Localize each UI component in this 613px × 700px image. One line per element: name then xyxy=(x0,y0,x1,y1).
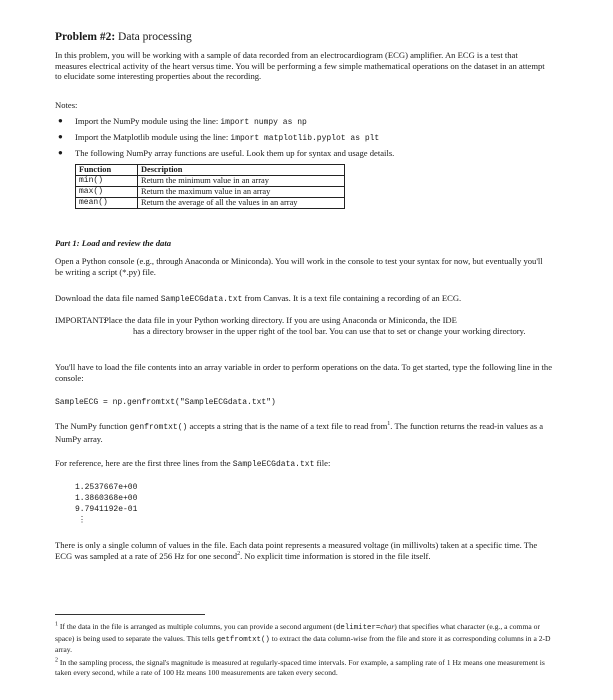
load-paragraph: You'll have to load the file contents into an array variable in order to perform operations on the data. To get started, type the following line in the console: xyxy=(55,362,553,383)
footnote-divider xyxy=(55,614,205,615)
page-title: Problem #2: Data processing xyxy=(55,31,192,43)
list-item: 9.7941192e-01 xyxy=(75,505,138,514)
data-sample xyxy=(75,482,137,526)
table-row xyxy=(76,198,345,209)
function-table xyxy=(75,164,345,209)
table-cell: Return the average of all the values in an array xyxy=(138,198,345,209)
table-cell: max() xyxy=(76,187,138,198)
footnote-1: $^1$ If the data in the file is arranged as multiple columns, you can provide a second argument (delimiter=char) that specifies what character (e.g., a comma or space) is being used to separate the values. This tells getfromtxt() to extract the data column-wise from the file and store it as corresponding columns in a 2-D array. xyxy=(55,621,551,655)
table-header: Function xyxy=(76,165,138,176)
important-text: has a directory browser in the upper right of the tool bar. You can use that to set or change your working directory. xyxy=(133,325,526,336)
ellipsis-icon: ⋮ xyxy=(78,516,86,525)
section-heading: Part 1: Load and review the data xyxy=(55,238,172,248)
important-label: IMPORTANT: xyxy=(55,315,106,325)
table-row xyxy=(76,176,345,187)
table-cell: Return the maximum value in an array xyxy=(138,187,345,198)
console-paragraph: Open a Python console (e.g., through Anaconda or Miniconda). You will work in the console to test your syntax for now, but eventually you'll be writing a script (*.py) file. xyxy=(55,256,543,277)
table-header: Description xyxy=(138,165,345,176)
intro-paragraph: In this problem, you will be working with a sample of data recorded from an electrocardiogram (ECG) amplifier. An ECG is a test that measures electrical activity of the heart versus time. You will be performing a few simple mathematical operations on the dataset in an attempt to elucidate some interesting properties about the recording. xyxy=(55,50,545,82)
notes-label: Notes: xyxy=(55,100,78,110)
table-cell: mean() xyxy=(76,198,138,209)
genfromtxt-paragraph: The NumPy function genfromtxt() accepts a string that is the name of a text file to read from$^1$. The function returns the read-in values as a NumPy array. xyxy=(55,421,544,444)
table-header-row xyxy=(76,165,345,176)
important-line: Place the data file in your Python working directory. If you are using Anaconda or Miniconda, the IDE xyxy=(104,315,457,325)
table-cell: Return the minimum value in an array xyxy=(138,176,345,187)
list-item: 1.2537667e+00 xyxy=(75,483,138,492)
document-page: Problem #2: Data processing In this problem, you will be working with a sample of data recorded from an electrocardiogram (ECG) amplifier. An ECG is a test that measures electrical activity of the heart versus time. You will be performing a few simple mathematical operations on the dataset in an attempt to elucidate some interesting properties about the recording. Notes: ● Import the NumPy module using the line: import numpy as np ● Import the Matplotlib module using the line: import matplotlib.pyplot as plt ● The following NumPy array functions are useful. Look them up for syntax and usage details. Function Description min() Return the minimum value in an array max() Return the maximum value in an array mean() Return the average of all the values in an array Part 1: Load and review the data Open a Python console (e.g., through Anaconda or Miniconda). You will work in the console to test your syntax for now, but eventually you'll be writing a script (*.py) file. Download the data file named SampleECGdata.txt from Canvas. It is a text file containing a recording of an ECG. IMPORTANT: Place the data file in your Python working directory. If you are using Anaconda or Miniconda, the IDE has a directory browser in the upper right of the tool bar. You can use that to set or change your working directory. You'll have to load the file contents into an array variable in order to perform operations on the data. To get started, type the following line in the console: SampleECG = np.genfromtxt("SampleECGdata.txt") The NumPy function genfromtxt() accepts a string that is the name of a text file to read from$^1$. The function returns the read-in values as a NumPy array. For reference, here are the first three lines from the SampleECGdata.txt file: 1.2537667e+00 1.3860368e+00 9.7941192e-01 ⋮ There is only a single column of values in the file. Each data point represents a measured voltage (in millivolts) taken at a specific time. The ECG was sampled at a rate of 256 Hz for one second$^2$. No explicit time information is stored in the file itself. $^1$ If the data in the file is arranged as multiple columns, you can provide a second argument (delimiter=char) that specifies what character (e.g., a comma or space) is being used to separate the values. This tells getfromtxt() to extract the data column-wise from the file and store it as corresponding columns in a 2-D array. $^2$ In the sampling process, the signal's magnitude is measured at regularly-spaced time intervals. For example, a sampling rate of 1 Hz means one measurement is taken every second, while a rate of 100 Hz means 100 measurements are taken every second. xyxy=(0,0,613,700)
footnote-2: $^2$ In the sampling process, the signal's magnitude is measured at regularly-spaced time intervals. For example, a sampling rate of 1 Hz means one measurement is taken every second, while a rate of 100 Hz means 100 measurements are taken every second. xyxy=(55,657,545,677)
table-cell: min() xyxy=(76,176,138,187)
list-item: 1.3860368e+00 xyxy=(75,494,138,503)
column-paragraph: There is only a single column of values in the file. Each data point represents a measured voltage (in millivolts) taken at a specific time. The ECG was sampled at a rate of 256 Hz for one second$^2$. No explicit time information is stored in the file itself. xyxy=(55,540,538,561)
table-row xyxy=(76,187,345,198)
download-paragraph: Download the data file named SampleECGdata.txt from Canvas. It is a text file containing a recording of an ECG. xyxy=(55,293,462,304)
reference-paragraph: For reference, here are the first three lines from the SampleECGdata.txt file: xyxy=(55,458,331,469)
code-line: SampleECG = np.genfromtxt("SampleECGdata.txt") xyxy=(55,398,276,407)
